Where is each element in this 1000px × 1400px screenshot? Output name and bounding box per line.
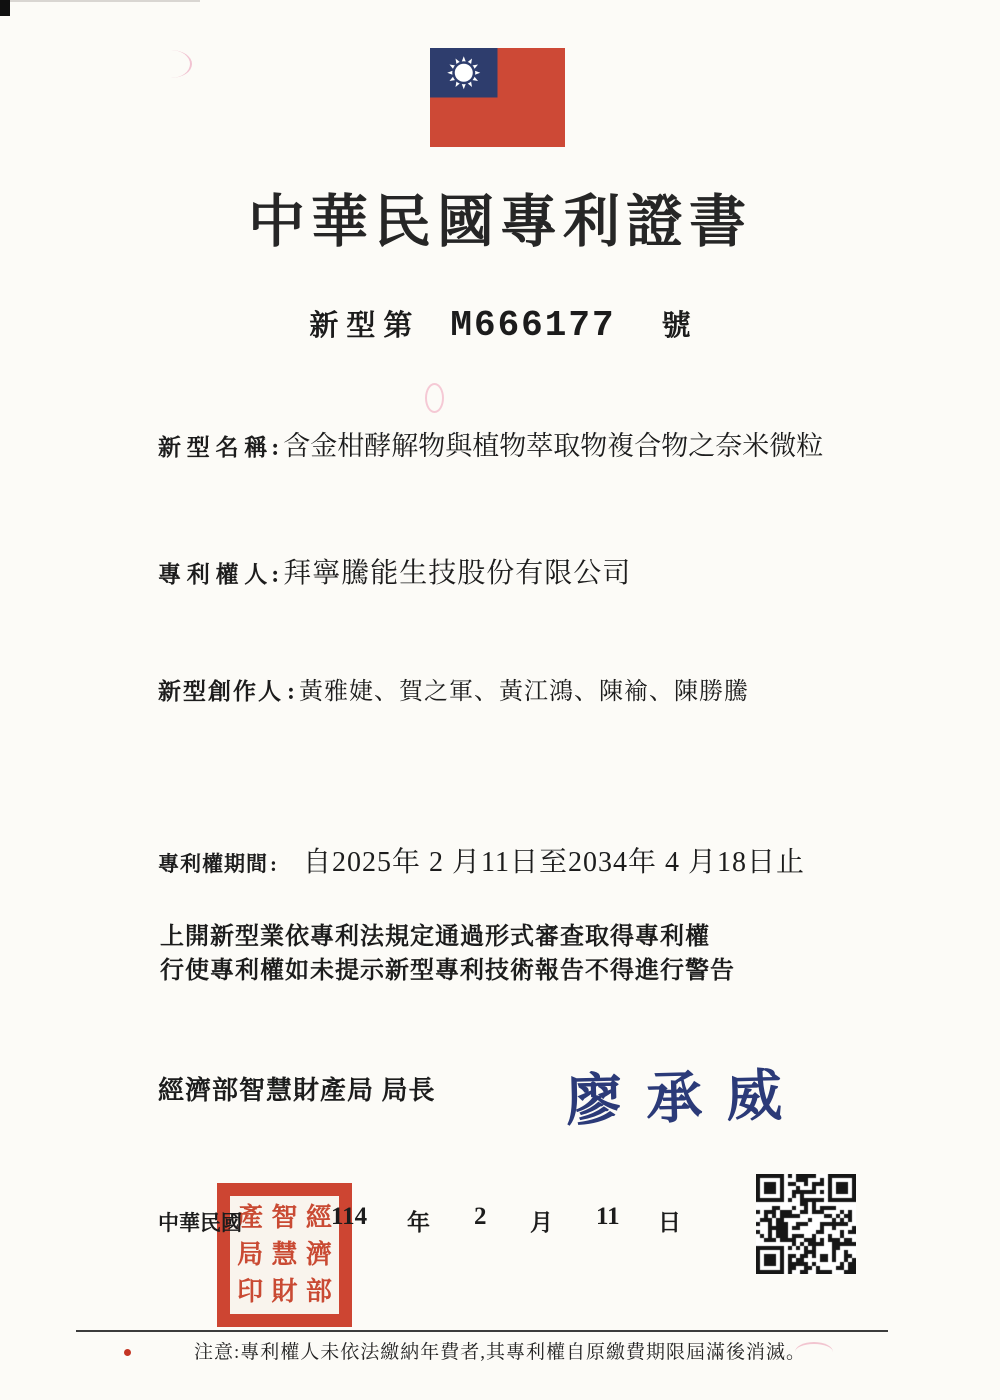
date-era: 中華民國 bbox=[158, 1211, 242, 1235]
field-value: 自2025年 2 月11日至2034年 4 月18日止 bbox=[303, 847, 805, 878]
field-label: 新 型 名 稱 bbox=[158, 435, 268, 460]
legal-statement bbox=[160, 920, 735, 988]
patent-number-prefix: 新型第 bbox=[309, 310, 421, 342]
field-label: 專利權期間 bbox=[158, 852, 268, 876]
scan-top-line-artifact bbox=[10, 0, 200, 2]
scan-edge-artifact bbox=[0, 0, 10, 16]
date-month: 2 bbox=[474, 1203, 487, 1230]
issuer-office-title: 經濟部智慧財產局 局長 bbox=[158, 1076, 436, 1105]
date-year-unit: 年 bbox=[407, 1210, 430, 1235]
seal-character: 印 bbox=[237, 1277, 264, 1307]
patent-number-line bbox=[0, 303, 1000, 346]
date-day-unit: 日 bbox=[658, 1210, 681, 1235]
footer-divider bbox=[76, 1330, 888, 1332]
field-separator: : bbox=[270, 852, 277, 876]
seal-character: 慧 bbox=[271, 1239, 298, 1269]
seal-character: 智 bbox=[271, 1202, 298, 1232]
field-value: 含金柑酵解物與植物萃取物複合物之奈米微粒 bbox=[283, 431, 824, 461]
field-value: 黃雅婕、賀之軍、黃江鴻、陳褕、陳勝騰 bbox=[299, 679, 749, 705]
certificate-title: 中華民國專利證書 bbox=[248, 191, 752, 254]
date-month-unit: 月 bbox=[530, 1210, 553, 1235]
patent-number-suffix: 號 bbox=[661, 310, 691, 342]
date-year: 114 bbox=[331, 1203, 368, 1230]
roc-flag-icon bbox=[430, 48, 565, 147]
field-label: 專 利 權 人 bbox=[158, 562, 268, 587]
field-row-invention-name bbox=[158, 424, 823, 463]
legal-statement-line: 行使專利權如未提示新型專利技術報告不得進行警告 bbox=[160, 958, 735, 984]
seal-character: 產 bbox=[237, 1202, 264, 1232]
qr-code bbox=[756, 1174, 856, 1274]
footer-note: 注意:專利權人未依法繳納年費者,其專利權自原繳費期限屆滿後消滅。 bbox=[193, 1342, 807, 1363]
field-label: 新型創作人 bbox=[158, 679, 283, 704]
field-separator: : bbox=[271, 435, 280, 461]
field-row-patent-term bbox=[158, 840, 805, 880]
seal-character: 經 bbox=[305, 1202, 332, 1232]
legal-statement-line: 上開新型業依專利法規定通過形式審查取得專利權 bbox=[160, 924, 710, 950]
field-row-creators bbox=[158, 671, 749, 706]
seal-character: 局 bbox=[237, 1239, 264, 1269]
patent-number: M666177 bbox=[450, 305, 616, 346]
scan-pink-mark bbox=[425, 383, 444, 413]
scan-pink-mark bbox=[150, 50, 192, 78]
seal-character: 部 bbox=[305, 1277, 332, 1307]
field-row-patentee bbox=[158, 551, 631, 591]
date-day: 11 bbox=[596, 1203, 620, 1230]
seal-character: 濟 bbox=[305, 1239, 332, 1269]
field-separator: : bbox=[271, 562, 280, 588]
director-signature: 廖承威 bbox=[565, 1064, 807, 1134]
field-separator: : bbox=[287, 679, 295, 705]
seal-character: 財 bbox=[271, 1277, 298, 1307]
field-value: 拜寧騰能生技股份有限公司 bbox=[283, 558, 632, 589]
